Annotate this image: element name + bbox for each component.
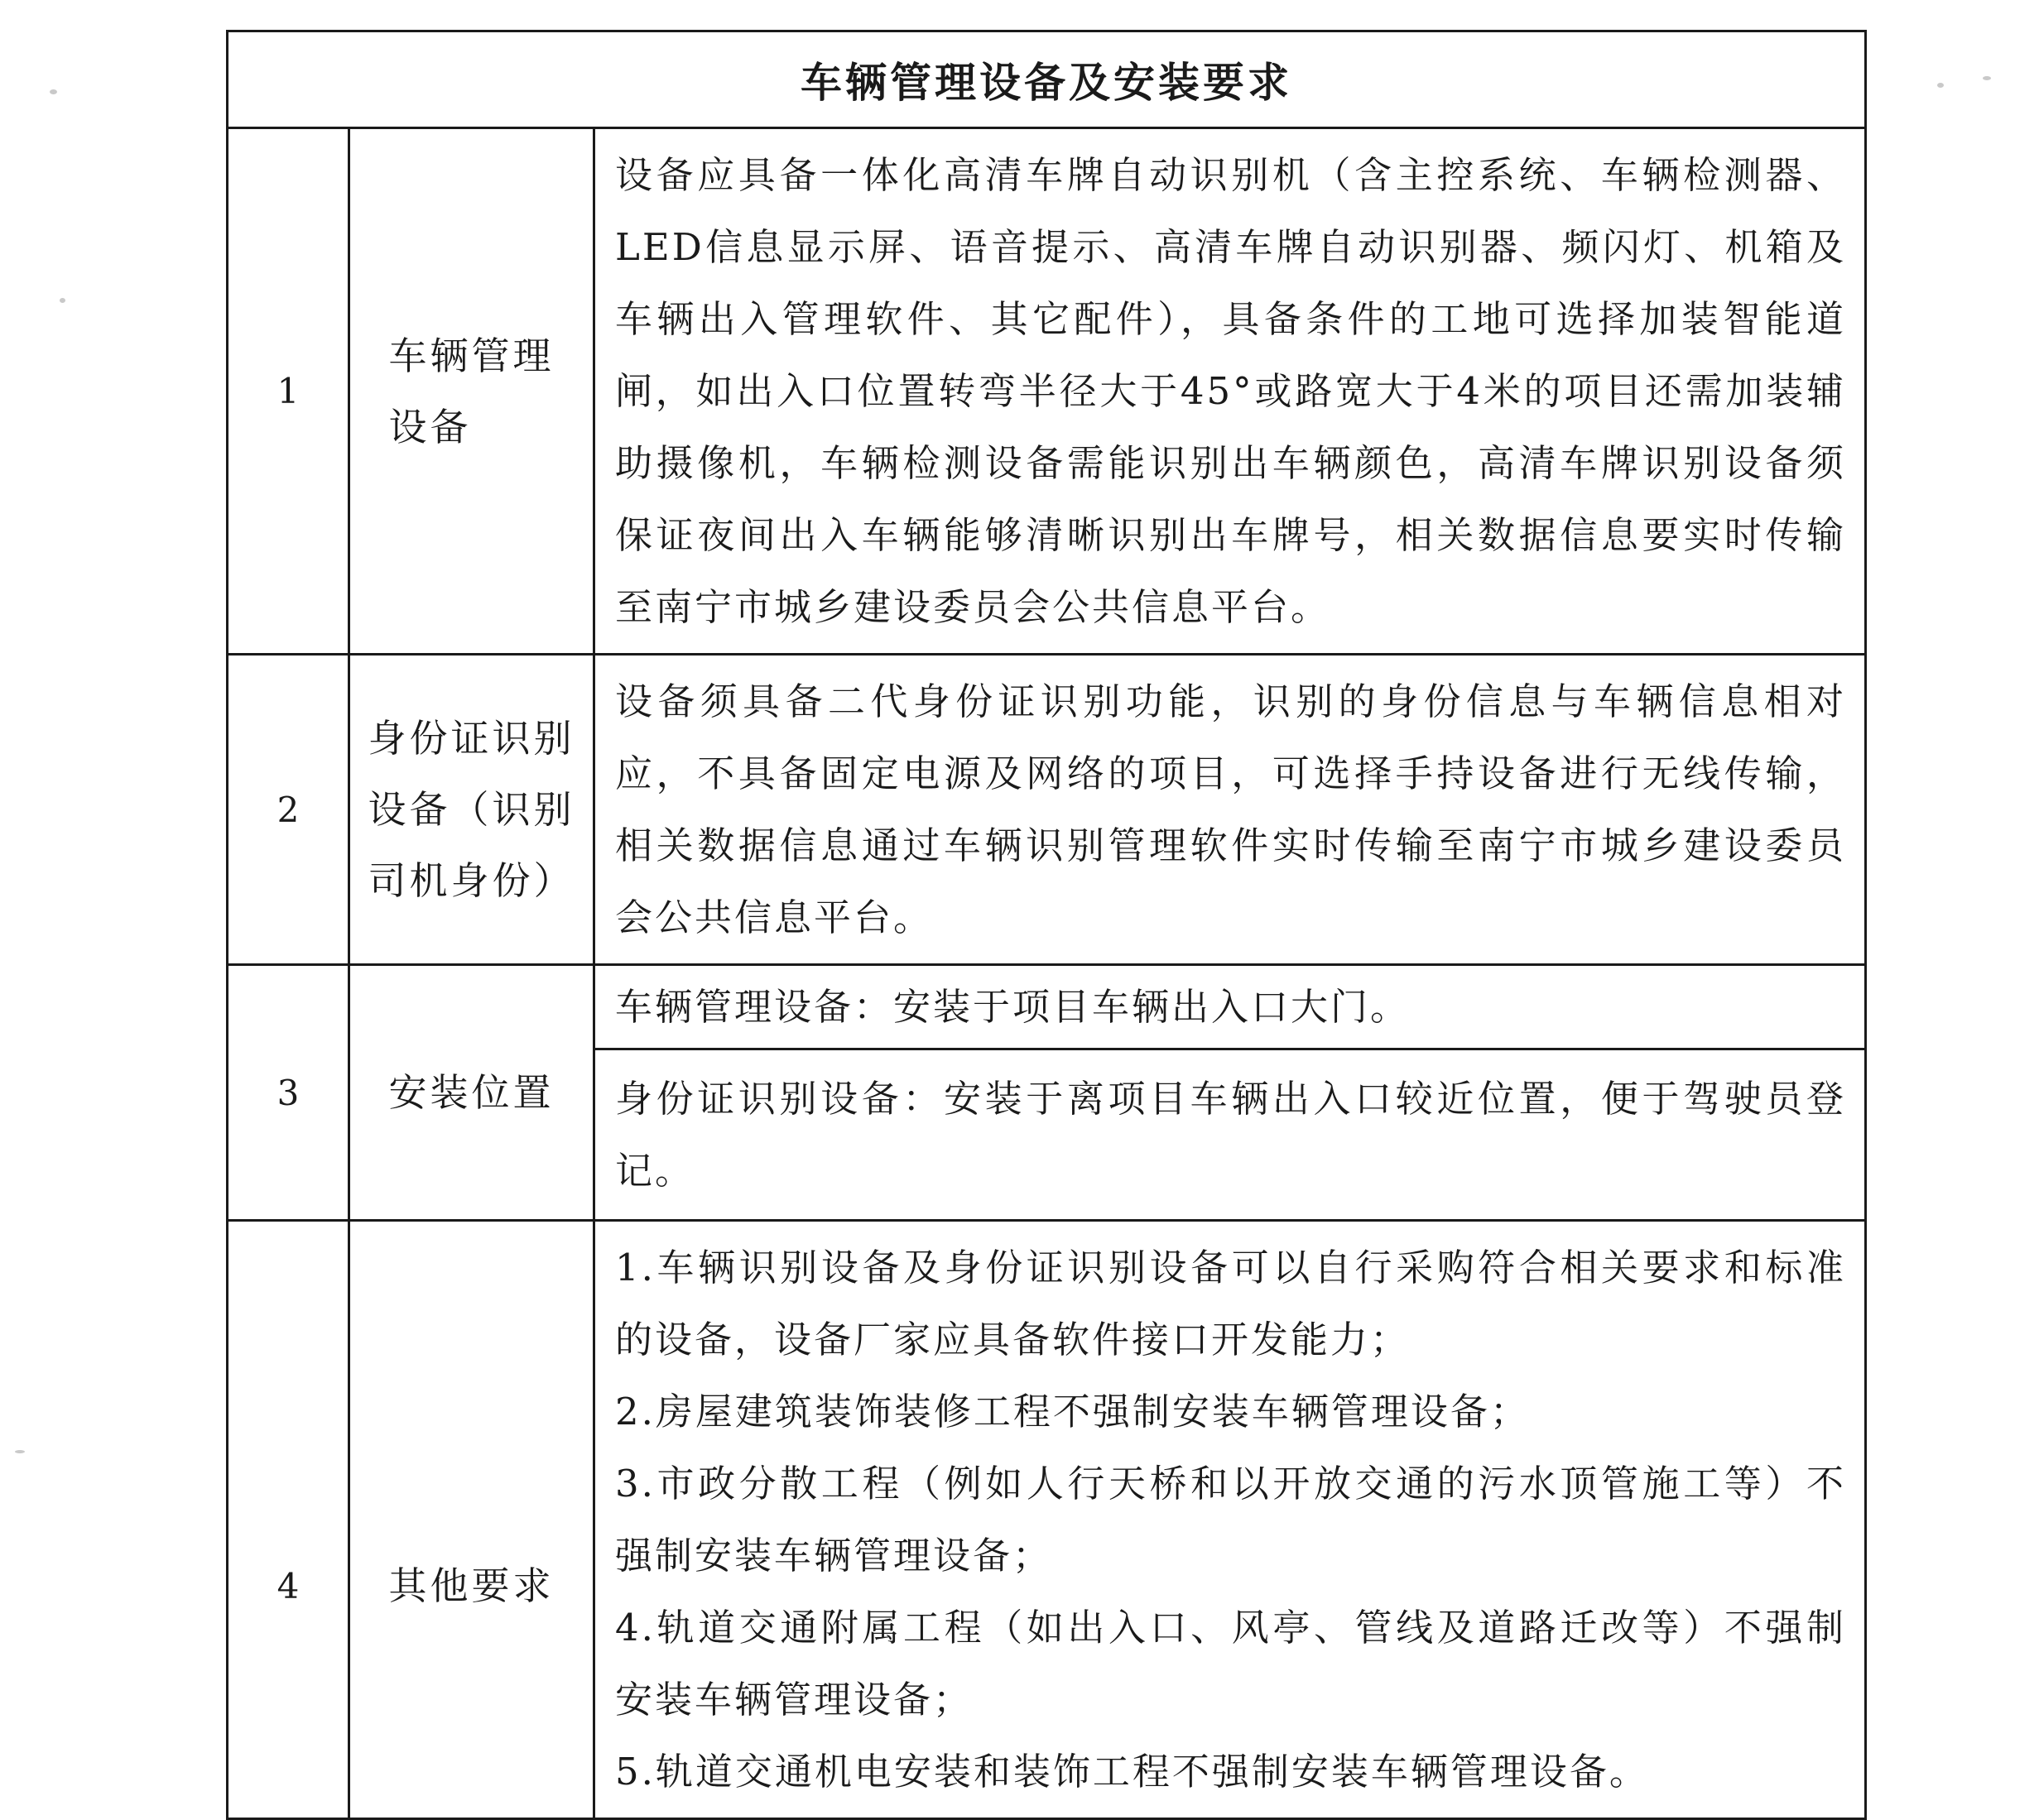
row-number: 1 bbox=[228, 128, 349, 655]
row-content: 设备须具备二代身份证识别功能，识别的身份信息与车辆信息相对应，不具备固定电源及网络的项目，可选择手持设备进行无线传输，相关数据信息通过车辆识别管理软件实时传输至南宁市城乡建设委员会公共信息平台。 bbox=[594, 655, 1866, 965]
scan-speck bbox=[60, 298, 65, 303]
row-content: 设备应具备一体化高清车牌自动识别机（含主控系统、车辆检测器、LED信息显示屏、语音提示、高清车牌自动识别器、频闪灯、机箱及车辆出入管理软件、其它配件），具备条件的工地可选择加装智能道闸，如出入口位置转弯半径大于45°或路宽大于4米的项目还需加装辅助摄像机，车辆检测设备需能识别出车辆颜色，高清车牌识别设备须保证夜间出入车辆能够清晰识别出车牌号，相关数据信息要实时传输至南宁市城乡建设委员会公共信息平台。 bbox=[594, 128, 1866, 655]
table-row bbox=[228, 965, 1866, 1049]
row-number: 4 bbox=[228, 1221, 349, 1819]
row-name bbox=[349, 128, 594, 655]
row-content-a: 车辆管理设备：安装于项目车辆出入口大门。 bbox=[594, 965, 1866, 1049]
list-item: 2.房屋建筑装饰装修工程不强制安装车辆管理设备； bbox=[615, 1390, 1530, 1433]
row-name bbox=[349, 965, 594, 1221]
row-name bbox=[349, 655, 594, 965]
row-name bbox=[349, 1221, 594, 1819]
scan-speck bbox=[1983, 76, 1991, 80]
table-row bbox=[228, 1221, 1866, 1819]
row-number: 3 bbox=[228, 965, 349, 1221]
row-name-text: 车辆管理设备 bbox=[388, 333, 555, 449]
scan-speck bbox=[50, 89, 57, 94]
row-name-text: 安装位置 bbox=[388, 1070, 555, 1115]
table-title: 车辆管理设备及安装要求 bbox=[228, 31, 1866, 128]
list-item: 1.车辆识别设备及身份证识别设备可以自行采购符合相关要求和标准的设备，设备厂家应具备软件接口开发能力； bbox=[615, 1246, 1846, 1361]
list-item: 4.轨道交通附属工程（如出入口、风亭、管线及道路迁改等）不强制安装车辆管理设备； bbox=[615, 1606, 1846, 1722]
list-item: 3.市政分散工程（例如人行天桥和以开放交通的污水顶管施工等）不强制安装车辆管理设备； bbox=[615, 1462, 1846, 1577]
requirements-table bbox=[226, 30, 1867, 1820]
row-name-text: 身份证识别设备（识别司机身份） bbox=[368, 716, 575, 903]
table-title-row bbox=[228, 31, 1866, 128]
scan-speck bbox=[15, 1450, 25, 1453]
row-name-text: 其他要求 bbox=[388, 1563, 555, 1608]
list-item: 5.轨道交通机电安装和装饰工程不强制安装车辆管理设备。 bbox=[615, 1750, 1649, 1794]
row-number: 2 bbox=[228, 655, 349, 965]
table-row bbox=[228, 655, 1866, 965]
scan-speck bbox=[1937, 83, 1944, 88]
row-content-b: 身份证识别设备：安装于离项目车辆出入口较近位置，便于驾驶员登记。 bbox=[594, 1049, 1866, 1221]
row-content-list bbox=[594, 1221, 1866, 1819]
table-row bbox=[228, 128, 1866, 655]
